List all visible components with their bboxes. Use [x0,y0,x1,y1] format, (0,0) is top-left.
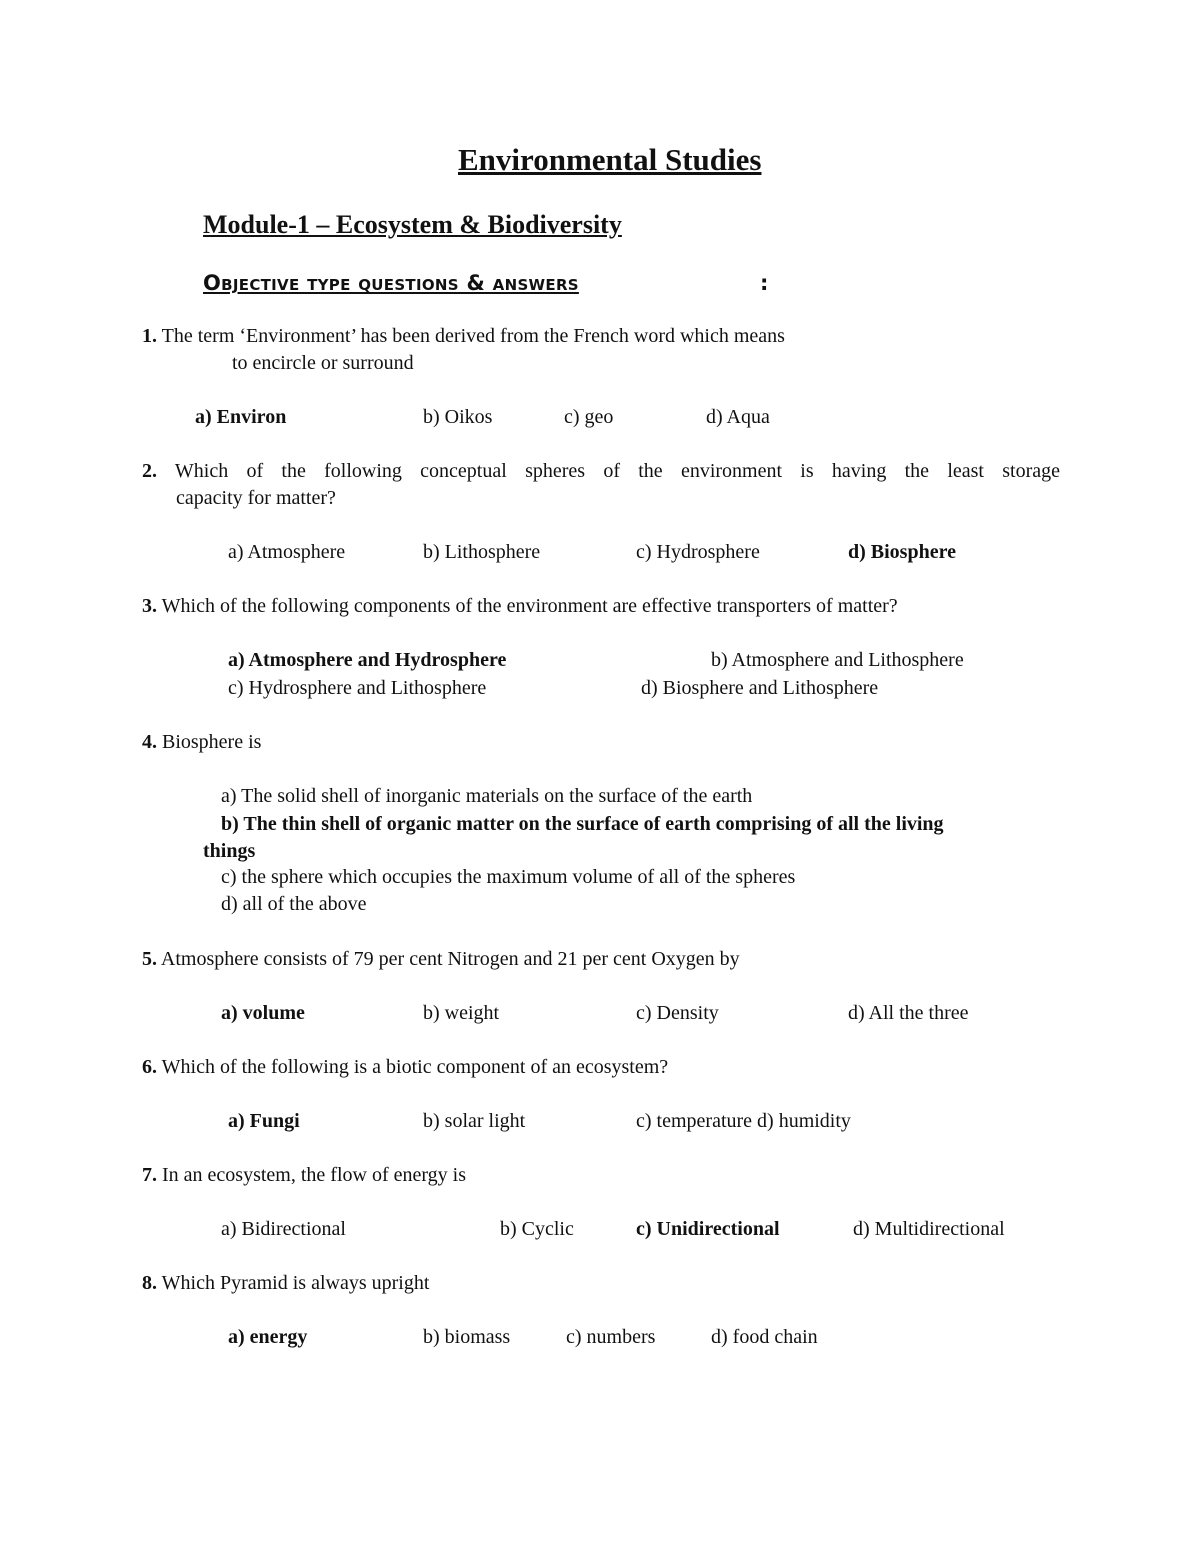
question-number: 3. [142,595,157,617]
question-number: 4. [142,731,157,753]
option-7b: b) Cyclic [500,1218,574,1240]
section-heading [203,271,579,295]
option-2b: b) Lithosphere [423,541,541,563]
option-1d: d) Aqua [706,406,770,428]
option-3a: a) Atmosphere and Hydrosphere [228,649,507,671]
question-text: Biosphere is [162,731,262,753]
question-number: 5. [142,948,157,970]
option-2a: a) Atmosphere [228,541,346,563]
question-number: 8. [142,1272,157,1294]
option-5c: c) Density [636,1002,719,1024]
question-text: In an ecosystem, the flow of energy is [162,1164,466,1186]
question-text: Which of the following components of the environment are effective transporters of matter? [161,595,898,617]
page-title: Environmental Studies [458,142,762,177]
question-text: The term ‘Environment’ has been derived from the French word which means [161,325,785,347]
section-heading-colon: : [760,271,769,295]
option-2c: c) Hydrosphere [636,541,760,563]
option-3d: d) Biosphere and Lithosphere [641,677,879,699]
question-1 [142,325,785,348]
module-heading: Module-1 – Ecosystem & Biodiversity [203,210,622,239]
question-3 [142,595,898,618]
option-3b: b) Atmosphere and Lithosphere [711,649,964,671]
option-1c: c) geo [564,406,614,428]
option-4b: b) The thin shell of organic matter on the surface of earth comprising of all the living [221,813,944,835]
option-7d: d) Multidirectional [853,1218,1005,1240]
question-1-text-cont: to encircle or surround [232,352,414,374]
question-text: Which of the following conceptual spheres of the environment is having the least storage [174,460,1061,482]
option-4d: d) all of the above [221,893,367,915]
question-number: 6. [142,1056,157,1078]
option-8b: b) biomass [423,1326,511,1348]
option-4b-cont: things [203,840,256,862]
question-6 [142,1056,668,1079]
option-5b: b) weight [423,1002,500,1024]
option-3c: c) Hydrosphere and Lithosphere [228,677,487,699]
question-8 [142,1272,429,1295]
section-heading-text: Objective type questions & answers [203,271,579,295]
question-2 [142,460,1060,483]
option-1b: b) Oikos [423,406,493,428]
option-4a: a) The solid shell of inorganic materials on the surface of the earth [221,785,753,807]
question-number: 2. [142,460,157,482]
option-8c: c) numbers [566,1326,656,1348]
option-6a: a) Fungi [228,1110,300,1132]
option-6b: b) solar light [423,1110,526,1132]
option-4c: c) the sphere which occupies the maximum volume of all of the spheres [221,866,796,888]
question-5 [142,948,740,971]
question-text: Which of the following is a biotic component of an ecosystem? [161,1056,669,1078]
question-2-text-cont: capacity for matter? [176,487,336,509]
question-text: Atmosphere consists of 79 per cent Nitrogen and 21 per cent Oxygen by [160,948,740,970]
question-number: 7. [142,1164,157,1186]
option-7c: c) Unidirectional [636,1218,780,1240]
question-7 [142,1164,466,1187]
option-5a: a) volume [221,1002,305,1024]
option-6cd: c) temperature d) humidity [636,1110,851,1132]
option-2d: d) Biosphere [848,541,956,563]
question-number: 1. [142,325,157,347]
question-text: Which Pyramid is always upright [161,1272,430,1294]
option-8a: a) energy [228,1326,308,1348]
option-8d: d) food chain [711,1326,818,1348]
option-5d: d) All the three [848,1002,969,1024]
option-1a: a) Environ [195,406,287,428]
question-4 [142,731,261,754]
option-7a: a) Bidirectional [221,1218,346,1240]
